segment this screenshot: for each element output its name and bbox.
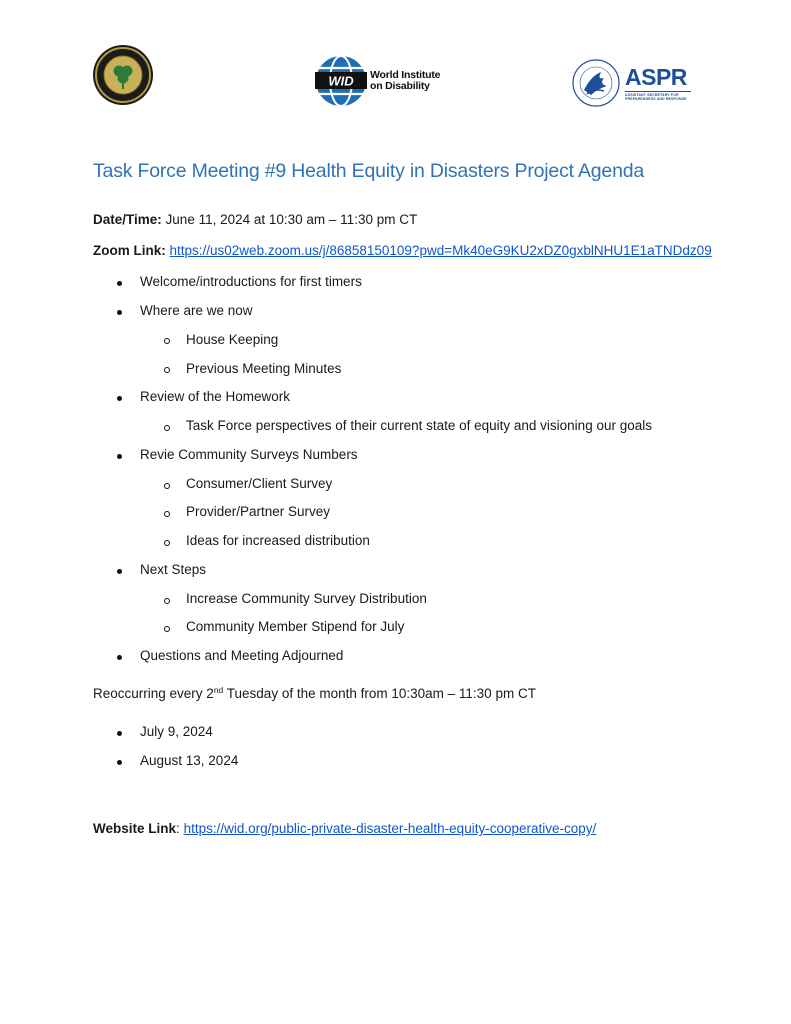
county-seal-logo — [92, 44, 154, 106]
aspr-divider — [625, 91, 691, 92]
zoom-label: Zoom Link: — [93, 243, 166, 258]
agenda-item: Welcome/introductions for first timers — [140, 274, 362, 289]
agenda-item: Next Steps — [140, 562, 207, 577]
bullet-icon — [117, 281, 122, 286]
agenda-subitem: Increase Community Survey Distribution — [186, 591, 427, 606]
date-item: August 13, 2024 — [140, 753, 239, 768]
wid-name-line1: World Institute — [370, 69, 441, 81]
bullet-icon — [117, 569, 122, 574]
agenda-subitem: Consumer/Client Survey — [186, 476, 333, 491]
agenda-subitem: Provider/Partner Survey — [186, 504, 331, 519]
agenda-subitem: House Keeping — [186, 332, 279, 347]
aspr-mark: ASPR — [625, 64, 687, 90]
agenda-item: Questions and Meeting Adjourned — [140, 648, 344, 663]
circle-bullet-icon — [164, 483, 170, 489]
recurring-line — [93, 686, 536, 701]
circle-bullet-icon — [164, 540, 170, 546]
page-title: Task Force Meeting #9 Health Equity in Disasters Project Agenda — [93, 160, 645, 182]
recurring-ordinal: nd — [213, 685, 224, 695]
website-line — [93, 821, 596, 836]
circle-bullet-icon — [164, 626, 170, 632]
aspr-logo — [571, 58, 693, 108]
wid-name — [370, 70, 440, 92]
wid-logo — [314, 54, 454, 108]
zoom-line — [93, 243, 712, 258]
bullet-icon — [117, 310, 122, 315]
agenda-subitem: Previous Meeting Minutes — [186, 361, 342, 376]
wid-globe-icon — [314, 54, 368, 108]
county-seal-icon — [92, 44, 154, 106]
circle-bullet-icon — [164, 338, 170, 344]
wid-mark: WID — [328, 73, 354, 89]
recurring-before: Reoccurring every 2 — [93, 686, 214, 701]
bullet-icon — [117, 760, 122, 765]
website-colon: : — [176, 821, 180, 836]
circle-bullet-icon — [164, 367, 170, 373]
datetime-label: Date/Time: — [93, 212, 162, 227]
agenda-subitem: Task Force perspectives of their current state of equity and visioning our goals — [186, 418, 652, 433]
datetime-line — [93, 212, 417, 227]
aspr-subtitle: ASSISTANT SECRETARY FOR PREPAREDNESS AND RESPONSE — [625, 93, 687, 102]
bullet-icon — [117, 731, 122, 736]
datetime-value: June 11, 2024 at 10:30 am – 11:30 pm CT — [165, 212, 418, 227]
wid-name-line2: on Disability — [370, 80, 430, 92]
hhs-eagle-icon — [571, 58, 621, 108]
circle-bullet-icon — [164, 425, 170, 431]
zoom-link[interactable]: https://us02web.zoom.us/j/86858150109?pwd=Mk40eG9KU2xDZ0gxblNHU1E1aTNDdz09 — [169, 243, 712, 258]
recurring-after: Tuesday of the month from 10:30am – 11:30 pm CT — [223, 686, 536, 701]
date-item: July 9, 2024 — [140, 724, 213, 739]
agenda-subitem: Ideas for increased distribution — [186, 533, 370, 548]
bullet-icon — [117, 454, 122, 459]
agenda-subitem: Community Member Stipend for July — [186, 619, 405, 634]
agenda-item: Review of the Homework — [140, 389, 291, 404]
agenda-item: Revie Community Surveys Numbers — [140, 447, 358, 462]
website-label: Website Link — [93, 821, 177, 836]
website-link[interactable]: https://wid.org/public-private-disaster-health-equity-cooperative-copy/ — [183, 821, 597, 836]
circle-bullet-icon — [164, 511, 170, 517]
agenda-item: Where are we now — [140, 303, 253, 318]
circle-bullet-icon — [164, 598, 170, 604]
bullet-icon — [117, 396, 122, 401]
bullet-icon — [117, 655, 122, 660]
